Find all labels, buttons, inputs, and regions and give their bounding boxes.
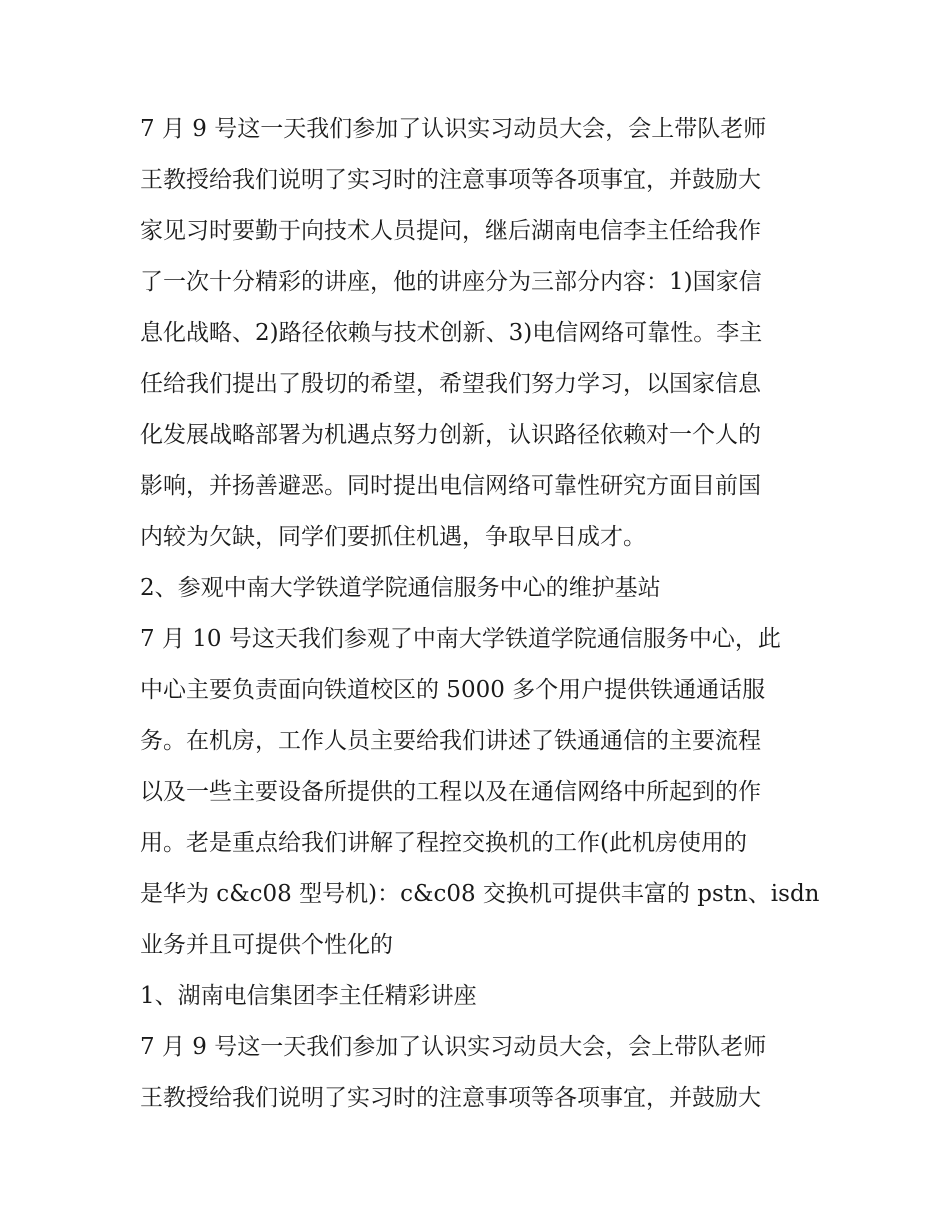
- text-line: 务。在机房，工作人员主要给我们讲述了铁通通信的主要流程: [140, 728, 761, 754]
- text-line: 内较为欠缺，同学们要抓住机遇，争取早日成才。: [140, 524, 646, 550]
- text-line: 是华为 c&c08 型号机)：c&c08 交换机可提供丰富的 pstn、isdn: [140, 881, 820, 907]
- section-heading: 1、湖南电信集团李主任精彩讲座: [140, 983, 477, 1009]
- text-line: 业务并且可提供个性化的: [140, 932, 393, 958]
- text-line: 化发展战略部署为机遇点努力创新，认识路径依赖对一个人的: [140, 422, 761, 448]
- text-line: 中心主要负责面向铁道校区的 5000 多个用户提供铁通通话服: [140, 677, 766, 703]
- text-line: 家见习时要勤于向技术人员提问，继后湖南电信李主任给我作: [140, 218, 761, 244]
- text-line: 7 月 9 号这一天我们参加了认识实习动员大会，会上带队老师: [140, 1034, 767, 1060]
- text-line: 了一次十分精彩的讲座，他的讲座分为三部分内容：1)国家信: [140, 269, 762, 295]
- text-line: 以及一些主要设备所提供的工程以及在通信网络中所起到的作: [140, 779, 761, 805]
- text-line: 息化战略、2)路径依赖与技术创新、3)电信网络可靠性。李主: [140, 320, 763, 346]
- text-line: 7 月 10 号这天我们参观了中南大学铁道学院通信服务中心，此: [140, 626, 781, 652]
- text-line: 影响，并扬善避恶。同时提出电信网络可靠性研究方面目前国: [140, 473, 761, 499]
- text-line: 王教授给我们说明了实习时的注意事项等各项事宜，并鼓励大: [140, 167, 761, 193]
- text-line: 用。老是重点给我们讲解了程控交换机的工作(此机房使用的: [140, 830, 747, 856]
- text-line: 7 月 9 号这一天我们参加了认识实习动员大会，会上带队老师: [140, 116, 767, 142]
- text-line: 王教授给我们说明了实习时的注意事项等各项事宜，并鼓励大: [140, 1085, 761, 1111]
- text-line: 任给我们提出了殷切的希望，希望我们努力学习，以国家信息: [140, 371, 761, 397]
- section-heading: 2、参观中南大学铁道学院通信服务中心的维护基站: [140, 575, 661, 601]
